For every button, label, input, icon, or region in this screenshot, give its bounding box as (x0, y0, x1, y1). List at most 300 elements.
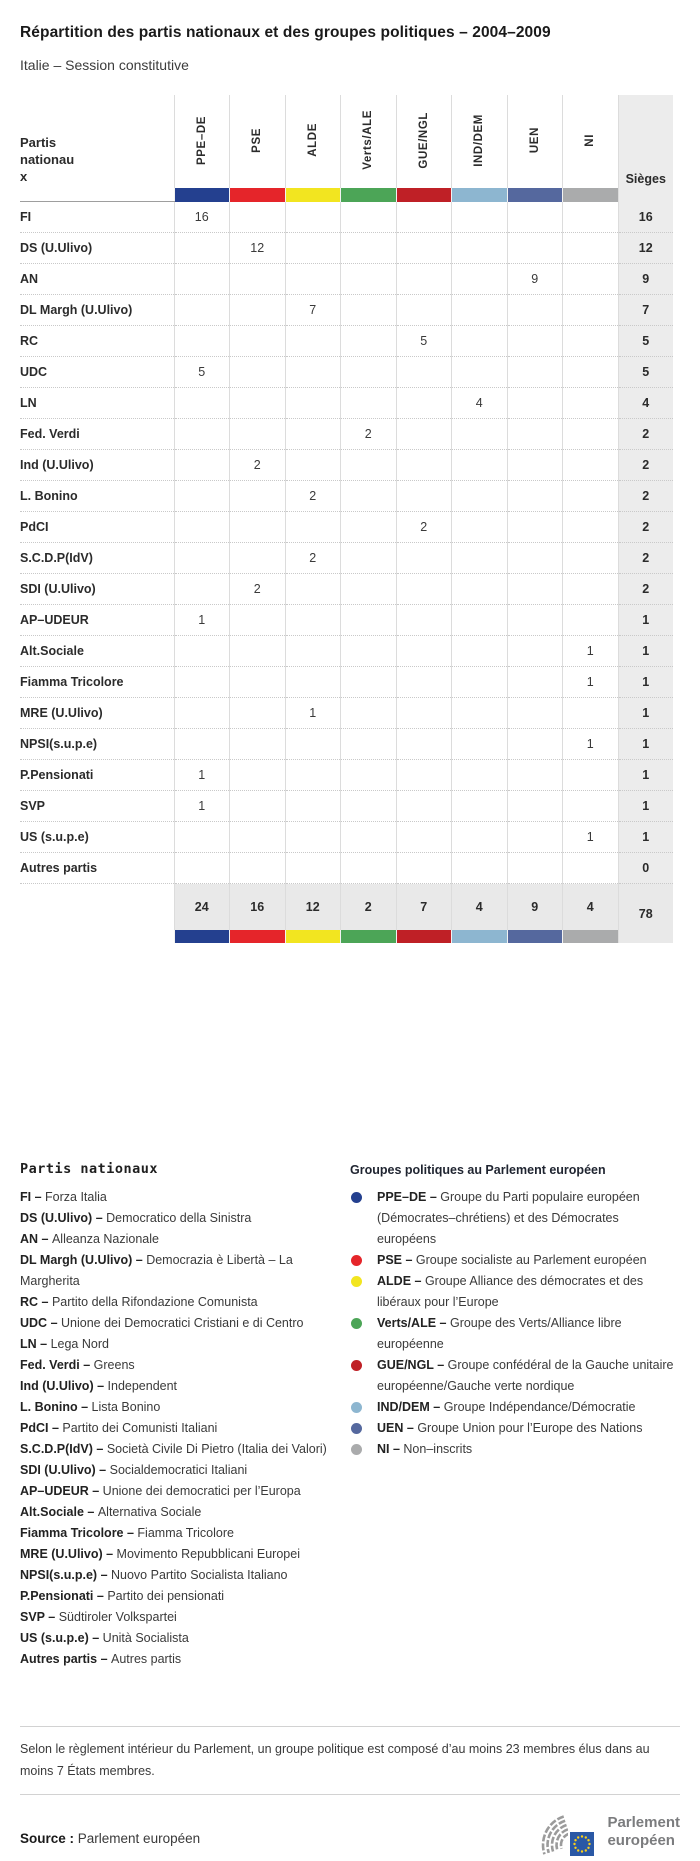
separator: – (44, 1610, 59, 1624)
seat-cell (174, 574, 230, 605)
GUE/NGL-dot (351, 1360, 362, 1371)
table-row (20, 822, 673, 853)
seat-cell: 9 (507, 264, 563, 295)
PSE-dot (351, 1255, 362, 1266)
party-name: DL Margh (U.Ulivo) (20, 295, 174, 326)
column-header-label: NI (584, 133, 597, 147)
seat-cell (341, 822, 397, 853)
party-abbr: FI (20, 1190, 32, 1204)
source-value: Parlement européen (77, 1830, 201, 1846)
seat-cell (341, 574, 397, 605)
table-row (20, 295, 673, 326)
table-row (20, 202, 673, 233)
color-band-GUE/NGL (396, 188, 452, 202)
table-row (20, 605, 673, 636)
color-band-PSE (230, 930, 286, 943)
footnote-box (20, 1726, 680, 1795)
separator: – (426, 1190, 441, 1204)
seat-cell (507, 419, 563, 450)
seat-cell (507, 605, 563, 636)
seat-cell (452, 512, 508, 543)
row-total: 2 (618, 419, 673, 450)
separator: – (79, 1358, 94, 1372)
party-name-full: Movimento Repubblicani Europei (116, 1547, 300, 1561)
seat-cell (285, 419, 341, 450)
seat-cell (507, 636, 563, 667)
seat-cell (563, 853, 619, 884)
source-line (20, 1831, 200, 1846)
color-band-PPE–DE (174, 930, 230, 943)
legend-parties (20, 1161, 350, 1670)
seat-cell (563, 698, 619, 729)
group-abbr: IND/DEM (377, 1400, 430, 1414)
party-abbr: NPSI(s.u.p.e) (20, 1568, 98, 1582)
seat-cell (174, 233, 230, 264)
ALDE-dot (351, 1276, 362, 1287)
seat-cell (396, 667, 452, 698)
seat-cell: 1 (563, 636, 619, 667)
seat-cell (230, 698, 286, 729)
column-header-PSE (230, 95, 286, 188)
table-row (20, 543, 673, 574)
seat-cell (230, 512, 286, 543)
party-name-full: Independent (107, 1379, 178, 1393)
seat-cell (285, 853, 341, 884)
seat-cell (507, 853, 563, 884)
seat-cell: 1 (563, 729, 619, 760)
seat-cell (452, 233, 508, 264)
seat-cell (396, 419, 452, 450)
row-total: 12 (618, 233, 673, 264)
seat-cell (396, 388, 452, 419)
party-abbr: SVP (20, 1610, 45, 1624)
seat-cell (452, 822, 508, 853)
seat-cell (507, 388, 563, 419)
group-total: 4 (452, 884, 508, 931)
party-legend-item (20, 1628, 350, 1649)
grand-total: 78 (618, 884, 673, 944)
party-abbr: DS (U.Ulivo) (20, 1211, 93, 1225)
seat-cell (452, 419, 508, 450)
seat-cell: 2 (285, 543, 341, 574)
group-abbr: NI (377, 1442, 390, 1456)
row-total: 1 (618, 636, 673, 667)
group-abbr: Verts/ALE (377, 1316, 437, 1330)
group-name-full: Non–inscrits (403, 1442, 473, 1456)
seat-cell (230, 202, 286, 233)
seat-cell (563, 233, 619, 264)
row-total: 16 (618, 202, 673, 233)
party-name: Autres partis (20, 853, 174, 884)
row-total: 7 (618, 295, 673, 326)
row-total: 1 (618, 729, 673, 760)
table-row (20, 667, 673, 698)
color-band-ALDE (285, 930, 341, 943)
party-legend-item (20, 1481, 350, 1502)
row-total: 1 (618, 698, 673, 729)
party-name: Alt.Sociale (20, 636, 174, 667)
seat-cell: 7 (285, 295, 341, 326)
group-legend-item (350, 1250, 680, 1271)
seat-cell (174, 853, 230, 884)
seat-cell (341, 481, 397, 512)
party-legend-item (20, 1313, 350, 1334)
party-abbr: UDC (20, 1316, 48, 1330)
seat-cell (285, 729, 341, 760)
party-name: DS (U.Ulivo) (20, 233, 174, 264)
footer (20, 1795, 680, 1861)
party-abbr: Ind (U.Ulivo) (20, 1379, 94, 1393)
party-name-full: Fiamma Tricolore (137, 1526, 234, 1540)
party-name-full: Autres partis (111, 1652, 182, 1666)
IND/DEM-dot (351, 1402, 362, 1413)
column-header-NI (563, 95, 619, 188)
seat-cell: 2 (230, 574, 286, 605)
seat-cell (507, 233, 563, 264)
party-abbr: MRE (U.Ulivo) (20, 1547, 103, 1561)
separator: – (38, 1295, 52, 1309)
party-name-full: Greens (93, 1358, 135, 1372)
party-abbr: L. Bonino (20, 1400, 78, 1414)
table-row (20, 264, 673, 295)
table-row (20, 853, 673, 884)
seat-cell: 12 (230, 233, 286, 264)
separator: – (47, 1316, 61, 1330)
seat-cell (452, 791, 508, 822)
party-abbr: DL Margh (U.Ulivo) (20, 1253, 133, 1267)
group-total: 16 (230, 884, 286, 931)
separator: – (411, 1274, 425, 1288)
seat-cell (396, 636, 452, 667)
seat-cell (341, 853, 397, 884)
table-row (20, 791, 673, 822)
seat-cell: 1 (563, 822, 619, 853)
seat-cell (230, 729, 286, 760)
party-column-header-line: Partis (20, 135, 57, 150)
separator: – (93, 1589, 108, 1603)
party-abbr: Fed. Verdi (20, 1358, 80, 1372)
seat-cell (563, 295, 619, 326)
party-legend-item (20, 1565, 350, 1586)
party-name: US (s.u.p.e) (20, 822, 174, 853)
group-name-full: Groupe socialiste au Parlement européen (415, 1253, 647, 1267)
seat-cell (230, 295, 286, 326)
band-spacer (20, 930, 174, 943)
seat-cell: 1 (174, 791, 230, 822)
seat-cell (341, 264, 397, 295)
legend-groups (350, 1161, 680, 1670)
color-band-NI (563, 930, 619, 943)
seat-cell: 2 (230, 450, 286, 481)
row-total: 2 (618, 543, 673, 574)
seat-cell (563, 512, 619, 543)
seat-cell (174, 822, 230, 853)
seat-cell (563, 791, 619, 822)
row-total: 1 (618, 760, 673, 791)
seat-cell: 1 (563, 667, 619, 698)
seat-cell (396, 574, 452, 605)
party-name-full: Alternativa Sociale (97, 1505, 202, 1519)
party-name-full: Lista Bonino (91, 1400, 161, 1414)
party-column-header (20, 95, 174, 188)
party-abbr: S.C.D.P(IdV) (20, 1442, 93, 1456)
separator: – (402, 1253, 416, 1267)
seat-cell: 5 (396, 326, 452, 357)
seat-cell (341, 326, 397, 357)
separator: – (88, 1484, 103, 1498)
seat-cell: 1 (174, 760, 230, 791)
separator: – (93, 1379, 108, 1393)
group-abbr: PPE–DE (377, 1190, 427, 1204)
separator: – (429, 1400, 444, 1414)
seat-cell (563, 264, 619, 295)
seat-cell (285, 388, 341, 419)
seat-cell (563, 481, 619, 512)
table-footer (20, 884, 673, 944)
group-name-full: Groupe du Parti populaire européen (Démocrates–chrétiens) et des Démocrates européens (377, 1190, 640, 1246)
color-band-ALDE (285, 188, 341, 202)
color-band-UEN (507, 930, 563, 943)
row-total: 2 (618, 481, 673, 512)
seat-cell (563, 357, 619, 388)
separator: – (102, 1547, 117, 1561)
separator: – (433, 1358, 448, 1372)
party-legend-item (20, 1607, 350, 1628)
seat-cell (507, 791, 563, 822)
seat-cell (563, 419, 619, 450)
seat-cell (396, 822, 452, 853)
seat-cell (285, 574, 341, 605)
seat-cell (230, 760, 286, 791)
seat-cell (563, 202, 619, 233)
separator: – (97, 1652, 112, 1666)
seat-cell (230, 543, 286, 574)
group-abbr: GUE/NGL (377, 1358, 434, 1372)
party-name-full: Unità Socialista (102, 1631, 189, 1645)
column-header-label: ALDE (306, 123, 319, 157)
seat-cell (174, 512, 230, 543)
seat-cell (174, 543, 230, 574)
seat-cell: 5 (174, 357, 230, 388)
seat-cell (285, 326, 341, 357)
table-row (20, 481, 673, 512)
color-band-bottom (20, 930, 673, 943)
party-abbr: Fiamma Tricolore (20, 1526, 124, 1540)
seat-cell (341, 388, 397, 419)
party-name-full: Partito della Rifondazione Comunista (51, 1295, 258, 1309)
seat-cell (341, 295, 397, 326)
separator: – (31, 1190, 46, 1204)
seat-cell (341, 202, 397, 233)
color-band-Verts/ALE (341, 930, 397, 943)
group-total: 4 (563, 884, 619, 931)
seat-cell (507, 543, 563, 574)
table-row (20, 388, 673, 419)
group-name-full: Groupe des Verts/Alliance libre européenne (377, 1316, 622, 1351)
table-row (20, 636, 673, 667)
seat-cell (230, 791, 286, 822)
seat-cell (507, 295, 563, 326)
seat-cell (563, 574, 619, 605)
color-band-PPE–DE (174, 188, 230, 202)
seat-cell (396, 481, 452, 512)
separator: – (92, 1442, 107, 1456)
separator: – (83, 1505, 98, 1519)
party-name-full: Democrazia è Libertà – La Margherita (20, 1253, 293, 1288)
party-name: S.C.D.P(IdV) (20, 543, 174, 574)
seat-cell: 4 (452, 388, 508, 419)
party-name-full: Socialdemocratici Italiani (109, 1463, 248, 1477)
color-band-GUE/NGL (396, 930, 452, 943)
party-abbr: AP–UDEUR (20, 1484, 89, 1498)
separator: – (97, 1568, 111, 1582)
group-legend-item (350, 1271, 680, 1313)
party-abbr: US (s.u.p.e) (20, 1631, 89, 1645)
seat-cell (174, 636, 230, 667)
seat-cell (452, 326, 508, 357)
table-row (20, 698, 673, 729)
seat-cell (230, 667, 286, 698)
seat-cell (285, 822, 341, 853)
row-total: 2 (618, 450, 673, 481)
separator: – (36, 1337, 51, 1351)
page-subtitle: Italie – Session constitutive (20, 57, 189, 73)
party-name-full: Alleanza Nazionale (51, 1232, 159, 1246)
seat-cell (396, 233, 452, 264)
group-total: 12 (285, 884, 341, 931)
seat-cell (563, 760, 619, 791)
groups-list (350, 1187, 680, 1460)
seat-cell (285, 233, 341, 264)
seat-cell: 1 (174, 605, 230, 636)
party-legend-item (20, 1187, 350, 1208)
group-legend-item (350, 1418, 680, 1439)
seat-cell (396, 853, 452, 884)
seat-cell (230, 264, 286, 295)
seat-cell (452, 543, 508, 574)
party-name: Ind (U.Ulivo) (20, 450, 174, 481)
column-header-label: PPE–DE (195, 115, 208, 165)
ep-logo (535, 1803, 680, 1861)
color-band-Verts/ALE (341, 188, 397, 202)
separator: – (132, 1253, 147, 1267)
ep-logo-line1: Parlement (607, 1814, 680, 1831)
column-header-label: UEN (528, 126, 541, 154)
seat-cell (341, 636, 397, 667)
seat-cell (341, 729, 397, 760)
row-total: 1 (618, 605, 673, 636)
group-name-full: Groupe Indépendance/Démocratie (443, 1400, 636, 1414)
seat-cell (452, 450, 508, 481)
seat-cell (452, 481, 508, 512)
color-band-IND/DEM (452, 188, 508, 202)
party-legend-item (20, 1397, 350, 1418)
seat-cell (452, 605, 508, 636)
color-band-UEN (507, 188, 563, 202)
party-legend-item (20, 1334, 350, 1355)
seat-cell (230, 822, 286, 853)
seat-cell (452, 636, 508, 667)
party-legend-item (20, 1250, 350, 1292)
group-legend-item (350, 1313, 680, 1355)
party-name-full: Südtiroler Volkspartei (58, 1610, 177, 1624)
group-total: 7 (396, 884, 452, 931)
seat-cell (452, 853, 508, 884)
seat-cell (341, 512, 397, 543)
column-header-IND/DEM (452, 95, 508, 188)
seat-cell (285, 760, 341, 791)
PPE–DE-dot (351, 1192, 362, 1203)
party-name-full: Società Civile Di Pietro (Italia dei Valori) (106, 1442, 327, 1456)
seat-cell (230, 357, 286, 388)
column-header-UEN (507, 95, 563, 188)
party-name-full: Partito dei pensionati (107, 1589, 225, 1603)
table-row (20, 450, 673, 481)
seat-cell: 1 (285, 698, 341, 729)
legend-groups-heading: Groupes politiques au Parlement européen (350, 1163, 606, 1177)
table-body (20, 202, 673, 884)
seat-cell (507, 574, 563, 605)
group-abbr: PSE (377, 1253, 403, 1267)
group-legend-item (350, 1187, 680, 1250)
seat-cell (452, 357, 508, 388)
row-total: 2 (618, 574, 673, 605)
party-name: UDC (20, 357, 174, 388)
seat-cell (230, 853, 286, 884)
separator: – (48, 1421, 63, 1435)
party-legend-item (20, 1292, 350, 1313)
seat-cell (507, 760, 563, 791)
seat-cell (452, 264, 508, 295)
seat-cell (341, 760, 397, 791)
seat-cell: 2 (396, 512, 452, 543)
seat-cell (507, 729, 563, 760)
NI-dot (351, 1444, 362, 1455)
page-title: Répartition des partis nationaux et des groupes politiques – 2004–2009 (20, 24, 551, 41)
party-name-full: Forza Italia (45, 1190, 107, 1204)
seat-cell (341, 698, 397, 729)
seat-cell (396, 202, 452, 233)
table-row (20, 419, 673, 450)
Verts/ALE-dot (351, 1318, 362, 1329)
seat-cell (341, 543, 397, 574)
party-name-full: Unione dei Democratici Cristiani e di Centro (61, 1316, 304, 1330)
seat-cell (230, 388, 286, 419)
party-name: AN (20, 264, 174, 295)
seat-cell (174, 419, 230, 450)
party-name: PdCI (20, 512, 174, 543)
separator: – (88, 1631, 103, 1645)
seat-cell (396, 791, 452, 822)
color-band-IND/DEM (452, 930, 508, 943)
ep-hemicycle-icon (535, 1803, 601, 1861)
seat-cell (507, 481, 563, 512)
seat-cell (285, 636, 341, 667)
party-abbr: Autres partis (20, 1652, 98, 1666)
row-total: 0 (618, 853, 673, 884)
party-legend-item (20, 1544, 350, 1565)
seat-cell (341, 605, 397, 636)
column-header-label: PSE (251, 127, 264, 153)
group-total: 24 (174, 884, 230, 931)
seat-cell (174, 667, 230, 698)
column-header-label: Verts/ALE (362, 110, 375, 170)
color-band-PSE (230, 188, 286, 202)
separator: – (77, 1400, 92, 1414)
column-header-GUE/NGL (396, 95, 452, 188)
seat-cell (341, 450, 397, 481)
sieges-column-header: Sièges (618, 95, 673, 202)
